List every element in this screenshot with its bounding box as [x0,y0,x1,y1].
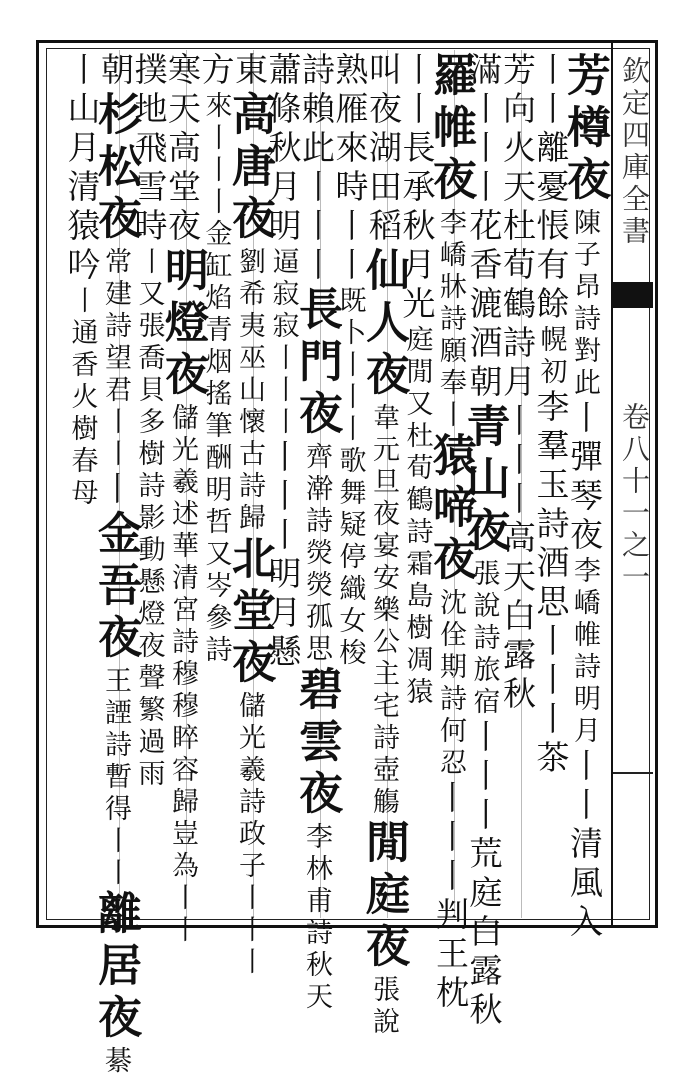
citation-text: 劉希夷巫山懷古詩歸 [234,247,265,535]
body-text: 丨丨丨高天白露秋 [498,403,537,715]
citation-text: 韋元旦夜宴安樂公主宅詩壺觴 [368,403,399,819]
body-text: 撲地飛雪時 [129,52,169,247]
body-text: 滿丨丨丨花香漉酒朝 [464,52,504,403]
entry-heading: 金吾夜 [90,510,141,666]
body-text: 丨丨離憂悵有餘 [531,52,571,325]
citation-text: 沈佺期詩何忍 [435,588,466,780]
body-text: 熟雁來時 [330,52,370,208]
entry-heading: 離居夜 [90,890,141,1046]
body-text: 東 [230,52,269,91]
citation-text: 張說 [368,975,399,1039]
entry-heading: 杉松夜 [90,91,141,247]
citation-text: 丨通香火樹春 [66,286,98,478]
fishtail-mark [613,282,653,308]
entry-heading: 長門夜 [291,286,342,442]
citation-text: 李林甫詩秋天 [301,822,332,1014]
body-text: 詩賴此丨丨丨 [297,52,336,286]
entry-heading: 閒庭夜 [358,819,409,975]
body-text: 李羣玉詩酒思丨丨丨茶 [531,389,571,779]
citation-text: 儲光羲述華清宮詩穆穆睟容歸豈為丨丨 [167,403,198,947]
body-text: 芳向火天杜荀鶴詩月 [498,52,537,403]
body-text: 方 [196,52,236,91]
entry-heading: 青山夜 [458,403,510,559]
citation-text: 母 [66,478,98,510]
entry-heading: 北堂夜 [224,535,275,691]
entry-heading: 碧雲夜 [291,666,342,822]
citation-text: 常建詩望君丨丨 [100,247,131,471]
citation-text: 庭閒又杜荀鶴詩霜島樹凋猿 [401,325,433,709]
citation-text: 逼寂寂丨丨丨 [267,247,299,439]
body-text: 丨山月清猿吟 [62,52,102,286]
citation-text: 搖筆酬明哲又岑參詩 [200,379,232,667]
body-text: 丨 [96,471,135,510]
citation-text: 陳子昂詩對此 [569,208,600,400]
body-text: 寒天高堂夜 [163,52,202,247]
entry-heading: 猿啼夜 [425,432,476,588]
body-text: 丨丨 [330,208,370,286]
entry-heading: 羅帷夜 [425,52,476,208]
body-text: 丨丨丨荒庭白露秋 [464,719,504,1031]
body-text: 蕭條秋月明 [263,52,303,247]
text-column [54,52,108,920]
citation-text: 張說詩旅宿 [468,559,500,719]
citation-text: 儲光羲詩政子丨丨丨 [234,691,265,979]
citation-text: 齊澣詩熒熒孤思 [301,442,332,666]
entry-heading: 高唐夜 [224,91,275,247]
volume-note: 卷八十一之一 [618,402,651,594]
margin-rule [613,772,653,774]
citation-text: 李嶠帷詩明月 [569,556,600,748]
body-text: 叫夜湖田稻 [364,52,403,247]
body-text: 丨彈琴夜 [565,400,604,556]
body-text: 丨丨清風入 [565,748,604,943]
book-title-header: 欽定四庫全書 [618,56,651,248]
citation-text: 王諲詩暫得丨丨 [100,666,131,890]
citation-text: 幌初 [535,325,567,389]
entry-heading: 仙人夜 [358,247,409,403]
citation-text: 既卜丨丨丨歌舞疑停織女梭 [334,286,366,670]
citation-text: 綦 [100,1046,131,1078]
citation-text: 丨又張喬貝多樹詩影動懸燈夜聲繁過雨 [133,247,165,791]
entry-heading: 芳樽夜 [559,52,610,208]
body-text: 丨丨丨明月懸 [263,439,303,673]
citation-text: 李嶠牀詩願奉丨 [435,208,466,432]
entry-heading: 明燈夜 [157,247,208,403]
citation-text: 來丨丨丨金缸焰青烟 [200,91,232,379]
body-text: 朝 [96,52,135,91]
body-text: 丨丨長承秋月光 [397,52,437,325]
body-text: 丨丨丨判王枕 [431,780,470,1014]
